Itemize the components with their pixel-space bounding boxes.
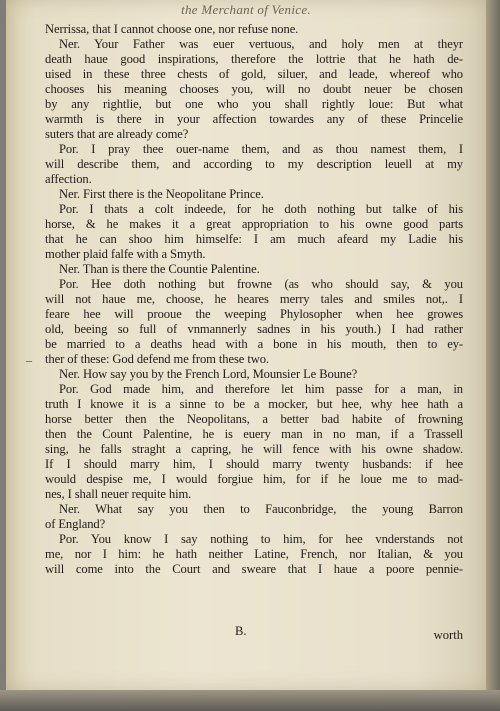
margin-mark: _ [26, 349, 32, 363]
text-line: by any rightlie, but one who you shall rightly loue: But what [45, 97, 463, 111]
text-line: truth I knowe it is a sinne to be a mocker, but hee, why hee hath a [45, 397, 463, 411]
text-line: of England? [45, 517, 106, 531]
text-line: mother plaid falfe with a Smyth. [45, 247, 206, 261]
text-line: ther of these: God defend me from these two. [45, 352, 269, 366]
text-line: will describe them, and according to my description leuell at my [45, 157, 463, 171]
text-line: Por. I pray thee ouer-name them, and as thou namest them, I [59, 142, 463, 156]
text-line: will not haue me, choose, he heares merry tales and smiles not,. I [45, 292, 463, 306]
signature-mark: B. [235, 624, 247, 638]
text-line: affection. [45, 172, 92, 186]
text-line: then the Count Palentine, he is euery man in no man, if a Trassell [45, 427, 463, 441]
text-line: old, beeing so full of vnmannerly sadnes in his youth.) I had rather [45, 322, 463, 336]
text-line: sing, he falls straght a capring, he will fence with his owne shadow. [45, 442, 463, 456]
text-line: Por. God made him, and therefore let him passe for a man, in [59, 382, 463, 396]
text-line: feare hee will prooue the weeping Phylosopher when hee growes [45, 307, 463, 321]
text-line: death haue good inspirations, therefore the lottrie that he hath de- [45, 52, 463, 66]
catchword: worth [433, 628, 463, 642]
text-line: horse better then the Neopolitans, a better bad habite of frowning [45, 412, 463, 426]
text-line: horse, & he makes it a great appropriation to his owne good parts [45, 217, 463, 231]
text-line: Nerrissa, that I cannot choose one, nor refuse none. [45, 22, 299, 36]
text-line: uised in these three chests of gold, siluer, and leade, whereof who [45, 67, 463, 81]
text-line: me, nor I him: he hath neither Latine, French, nor Italian, & you [45, 547, 463, 561]
text-line: would despise me, I would forgiue him, for if he loue me to mad- [45, 472, 463, 486]
text-line: Ner. Than is there the Countie Palentine. [59, 262, 260, 276]
text-line: will come into the Court and sweare that I haue a poore pennie- [45, 562, 463, 576]
page-footer [45, 624, 463, 642]
text-line: nes, I shall neuer requite him. [45, 487, 192, 501]
text-line: If I should marry him, I should marry twenty husbands: if hee [45, 457, 463, 471]
text-line: Por. I thats a colt indeede, for he doth nothing but talke of his [59, 202, 463, 216]
text-line: warmth is there in your affection towardes any of these Princelie [45, 112, 463, 126]
book-page [6, 0, 486, 690]
page-edge [486, 0, 500, 711]
page-bottom-shadow [0, 690, 500, 711]
text-line: chooses his meaning chooses you, will no doubt neuer be chosen [45, 82, 463, 96]
text-line: Ner. What say you then to Fauconbridge, the young Barron [59, 502, 463, 516]
text-line: Ner. Your Father was euer vertuous, and holy men at theyr [59, 37, 463, 51]
running-head: the Merchant of Venice. [181, 2, 311, 17]
text-line: that he can shoo him himselfe: I am much afeard my Ladie his [45, 232, 463, 246]
text-line: Ner. First there is the Neopolitane Prince. [59, 187, 264, 201]
text-line: Por. You know I say nothing to him, for hee vnderstands not [59, 532, 463, 546]
text-line: Ner. How say you by the French Lord, Mounsier Le Boune? [59, 367, 358, 381]
text-line: suters that are already come? [45, 127, 189, 141]
text-line: Por. Hee doth nothing but frowne (as who should say, & you [59, 277, 463, 291]
body-text [45, 22, 463, 577]
text-line: be married to a deaths head with a bone in his mouth, then to ey- [45, 337, 463, 351]
